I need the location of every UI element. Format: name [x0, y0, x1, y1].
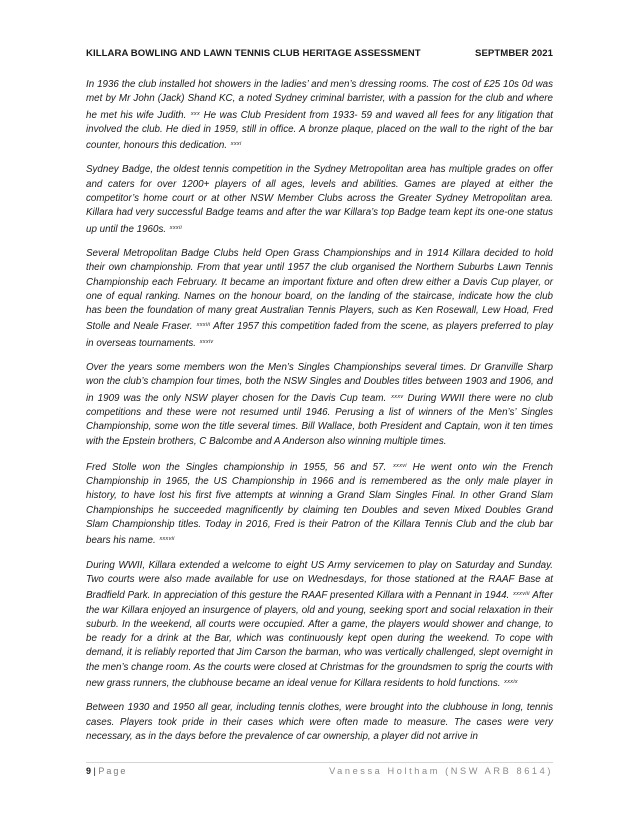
footnote-ref: xxxvii: [159, 536, 175, 543]
paragraph-text: He was Club President from 1933- 59 and waved all fees for any litigation that involved the club. He died in 1959, still in office. A bronze plaque, placed on the wall to the right of the bar counter, honours this dedication.: [86, 109, 553, 152]
page-number-block: [86, 766, 127, 776]
page-footer: [86, 762, 553, 776]
footnote-ref: xxxiii: [196, 322, 211, 329]
paragraph-text: He went onto win the French Championship in 1965, the US Championship in 1966 and is remembered as the only male player in history, to have lost his first five attempts at winning a Grand Slam Singles Final. In other Grand Slam Championships he succeeded magnificently by claiming ten Doubles and seven Mixed Doubles Grand Slam Championship titles. Today in 2016, Fred is their Patron of the Killara Tennis Club and the club bar bears his name.: [86, 461, 553, 547]
paragraph-text: During WWII, Killara extended a welcome to eight US Army servicemen to play on Saturday and Sunday. Two courts were also made available for use on Wednesdays, for those stationed at the RAAF Base at Bradfield Park. In appreciation of this gesture the RAAF presented Killara with a Pennant in 1944.: [86, 559, 553, 602]
footnote-ref: xxxi: [230, 141, 242, 148]
paragraph-text: Sydney Badge, the oldest tennis competition in the Sydney Metropolitan area has multiple grades on offer and caters for over 1200+ players of all ages, levels and abilities. Games are played at either the competitor’s home court or at other NSW Member Clubs across the Greater Sydney Metropolitan area. Killara had very successful Badge teams and after the war Killara’s top Badge team kept its one-one status up until the 1960s.: [86, 164, 553, 235]
paragraph-text: Between 1930 and 1950 all gear, including tennis clothes, were brought into the clubhouse in long, tennis cases. Players took pride in their cases which were often made to measure. The cases were very necessary, as in the days before the prevalence of car ownership, a player did not arrive in: [86, 702, 553, 742]
body-paragraph: [86, 459, 553, 549]
paragraph-text: After the war Killara enjoyed an insurgence of players, old and young, seeking sport and social relaxation in their suburb. In the weekend, all courts were occupied. After a game, the players would shower and change, to be ready for a drink at the Bar, which was continuously kept open during the weekend. To cope with demand, it is reliably reported that Jim Carson the barman, who was vertically challenged, slept overnight in the men’s change room. As the courts were closed at Christmas for the groundsmen to sprig the courts with new grass runners, the clubhouse became an ideal venue for Killara residents to hold functions.: [86, 590, 553, 689]
paragraph-text: After 1957 this competition faded from the scene, as players preferred to play in overseas tournaments.: [86, 321, 553, 349]
page-number: 9: [86, 766, 92, 776]
footnote-ref: xxxv: [391, 393, 404, 400]
body-paragraph: [86, 247, 553, 351]
footnote-ref: xxxviii: [513, 591, 530, 598]
footnote-ref: xxx: [190, 110, 201, 117]
body-paragraph: [86, 78, 553, 153]
body-paragraph: [86, 701, 553, 744]
paragraph-text: Several Metropolitan Badge Clubs held Open Grass Championships and in 1914 Killara decided to hold their own championship. From that year until 1957 the club organised the Northern Suburbs Lawn Tennis Championship each February. It became an important fixture and often drew either a Davis Cup player, or one of equal ranking. Names on the honour board, on the landing of the staircase, indicate how the club has been the foundation of many great Australian Tennis Players, such as Ken Rosewall, Lew Hoad, Fred Stolle and Neale Fraser.: [86, 247, 553, 333]
body-paragraph: [86, 361, 553, 449]
page-label: Page: [98, 766, 128, 776]
body-paragraph: [86, 163, 553, 236]
footnote-ref: xxxvi: [393, 462, 407, 469]
paragraph-text: In 1936 the club installed hot showers in the ladies’ and men’s dressing rooms. The cost of £25 10s 0d was met by Mr John (Jack) Shand KC, a noted Sydney criminal barrister, with a passion for the club and where he met his wife Judith.: [86, 79, 553, 121]
footnote-ref: xxxii: [169, 224, 182, 231]
document-body: [86, 78, 553, 754]
page-header: [86, 48, 553, 59]
page-separator: |: [91, 766, 99, 776]
footnote-ref: xxxiv: [199, 338, 214, 345]
header-title: KILLARA BOWLING AND LAWN TENNIS CLUB HERITAGE ASSESSMENT: [86, 48, 421, 59]
body-paragraph: [86, 559, 553, 692]
paragraph-text: Over the years some members won the Men’s Singles Championships several times. Dr Granville Sharp won the club’s champion four times, both the NSW Singles and Doubles titles between 1903 and 1906, and in 1909 was the only NSW player chosen for the Davis Cup team.: [86, 362, 553, 404]
footnote-ref: xxxix: [504, 678, 518, 685]
footer-author: Vanessa Holtham (NSW ARB 8614): [329, 766, 553, 776]
paragraph-text: During WWII there were no club competitions and these were not resumed until 1946. Perusing a list of winners of the Men’s’ Singles Championship, some won the title several times. Bill Wallace, both President and Captain, won it ten times with the Epstein brothers, C Balcombe and A Anderson also winning multiple times.: [86, 392, 553, 447]
paragraph-text: Fred Stolle won the Singles championship in 1955, 56 and 57.: [86, 461, 393, 473]
header-date: SEPTMBER 2021: [475, 48, 553, 59]
